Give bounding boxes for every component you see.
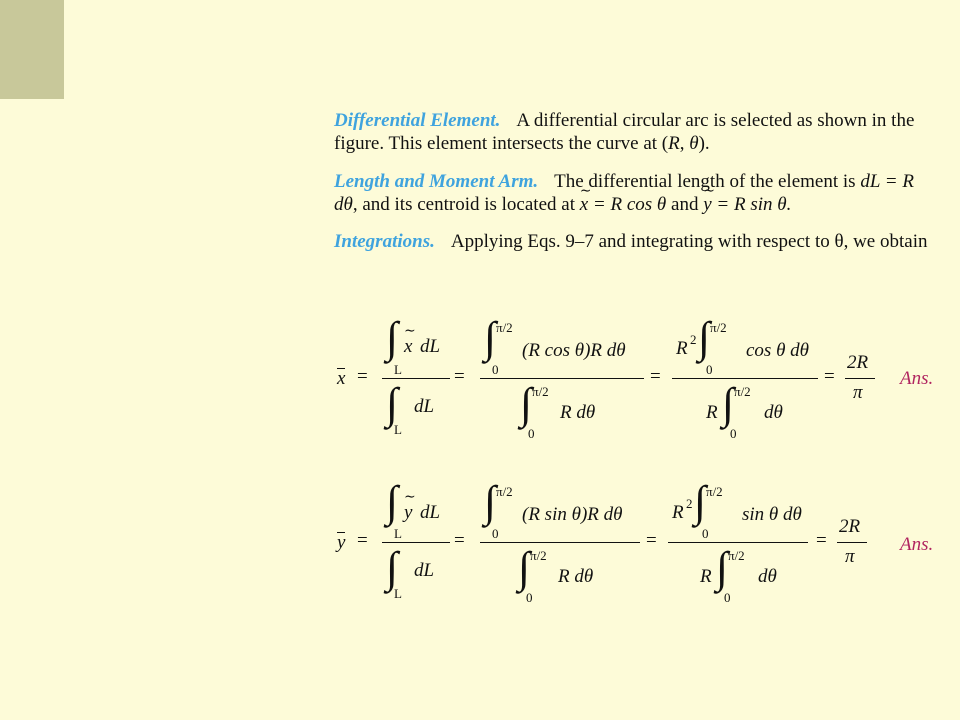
sin-integrand: sin θ dθ xyxy=(742,504,802,525)
p1-text-a: A differential circular arc is selected as shown in the figure. This element intersects the curve at ( xyxy=(334,110,915,154)
eq-sign-4: = xyxy=(816,530,827,551)
dL: dL xyxy=(414,396,435,417)
eq-sign-1: = xyxy=(357,530,368,551)
x-bar-symbol: x xyxy=(337,368,346,389)
paragraph-integrations xyxy=(334,230,940,253)
integral-sign: ∫ xyxy=(386,379,399,428)
lower-limit: 0 xyxy=(724,590,731,605)
lower-limit: 0 xyxy=(528,426,535,441)
upper-limit: π/2 xyxy=(496,484,513,499)
p2-x-expr: = R cos θ xyxy=(592,194,667,215)
fraction-bar xyxy=(480,378,644,379)
upper-limit: π/2 xyxy=(728,548,745,563)
p2-y-expr: = R sin θ. xyxy=(716,194,792,215)
cos-integrand: cos θ dθ xyxy=(746,340,809,361)
p2-y-tilde: ∼ y xyxy=(703,193,711,216)
dL: dL xyxy=(420,336,441,357)
limit-L: L xyxy=(394,586,402,601)
lower-limit: 0 xyxy=(492,362,499,377)
integral-sign: ∫ xyxy=(520,379,533,428)
result-numerator: 2R xyxy=(839,516,861,537)
equation-x-bar xyxy=(334,313,940,441)
lower-limit: 0 xyxy=(492,526,499,541)
eq-sign-3: = xyxy=(646,530,657,551)
lower-limit: 0 xyxy=(702,526,709,541)
answer-label: Ans. xyxy=(900,534,934,555)
dL: dL xyxy=(420,502,441,523)
integral-sign: ∫ xyxy=(484,477,497,526)
p2-x-tilde: ∼ x xyxy=(580,193,588,216)
eq-sign-3: = xyxy=(650,366,661,387)
p1-comma: , xyxy=(679,133,690,154)
lower-limit: 0 xyxy=(706,362,713,377)
R-squared: R xyxy=(676,338,688,359)
lower-limit: 0 xyxy=(730,426,737,441)
dtheta: dθ xyxy=(758,566,777,587)
heading-integrations: Integrations. xyxy=(334,231,435,252)
upper-limit: π/2 xyxy=(734,384,751,399)
p2-text-b: , and its centroid is located at xyxy=(352,194,575,215)
eq-sign-4: = xyxy=(824,366,835,387)
fraction-bar xyxy=(668,542,808,543)
upper-limit: π/2 xyxy=(530,548,547,563)
p2-dl-expr: dL = R dθ xyxy=(334,171,914,215)
integral-sign: ∫ xyxy=(698,313,711,362)
p1-text-b: ). xyxy=(698,133,710,154)
y-bar-symbol: y xyxy=(337,532,346,553)
exponent-2: 2 xyxy=(686,496,693,511)
equation-y-bar xyxy=(334,477,940,605)
x-tilde: ∼ x xyxy=(404,336,412,358)
integral-sign: ∫ xyxy=(386,313,399,362)
y-tilde: ∼ y xyxy=(404,502,412,524)
fraction-bar xyxy=(837,542,867,543)
limit-L: L xyxy=(394,362,402,377)
p2-text-a: The differential length of the element is xyxy=(554,171,856,192)
eq-sign-2: = xyxy=(454,530,465,551)
fraction-bar xyxy=(672,378,818,379)
denominator-integrand: R dθ xyxy=(558,566,594,587)
paragraph-differential-element xyxy=(334,109,940,155)
eq-sign-1: = xyxy=(357,366,368,387)
limit-L: L xyxy=(394,526,402,541)
integral-sign: ∫ xyxy=(484,313,497,362)
upper-limit: π/2 xyxy=(496,320,513,335)
heading-differential-element: Differential Element. xyxy=(334,110,501,131)
denominator-integrand: R dθ xyxy=(560,402,596,423)
integral-sign: ∫ xyxy=(716,543,729,592)
result-denominator: π xyxy=(845,546,855,567)
fraction-bar xyxy=(480,542,640,543)
fraction-bar xyxy=(845,378,875,379)
integral-sign: ∫ xyxy=(386,543,399,592)
integral-sign: ∫ xyxy=(518,543,531,592)
eq-sign-2: = xyxy=(454,366,465,387)
heading-length-moment-arm: Length and Moment Arm. xyxy=(334,171,539,192)
y-numerator-integrand: (R sin θ)R dθ xyxy=(522,504,623,525)
corner-tab xyxy=(0,0,64,99)
integral-sign: ∫ xyxy=(694,477,707,526)
p2-text-c: and xyxy=(671,194,699,215)
p1-theta: θ xyxy=(689,133,699,154)
result-denominator: π xyxy=(853,382,863,403)
integral-sign: ∫ xyxy=(386,477,399,526)
upper-limit: π/2 xyxy=(706,484,723,499)
lower-limit: 0 xyxy=(526,590,533,605)
limit-L: L xyxy=(394,422,402,437)
exponent-2: 2 xyxy=(690,332,697,347)
integral-sign: ∫ xyxy=(722,379,735,428)
upper-limit: π/2 xyxy=(710,320,727,335)
x-numerator-integrand: (R cos θ)R dθ xyxy=(522,340,626,361)
p3-text: Applying Eqs. 9–7 and integrating with respect to θ, we obtain xyxy=(450,231,928,252)
p1-R: R xyxy=(668,133,680,154)
R-factor: R xyxy=(706,402,718,423)
answer-label: Ans. xyxy=(900,368,934,389)
dtheta: dθ xyxy=(764,402,783,423)
dL: dL xyxy=(414,560,435,581)
upper-limit: π/2 xyxy=(532,384,549,399)
R-squared: R xyxy=(672,502,684,523)
result-numerator: 2R xyxy=(847,352,869,373)
paragraph-length-moment-arm xyxy=(334,170,940,216)
R-factor: R xyxy=(700,566,712,587)
